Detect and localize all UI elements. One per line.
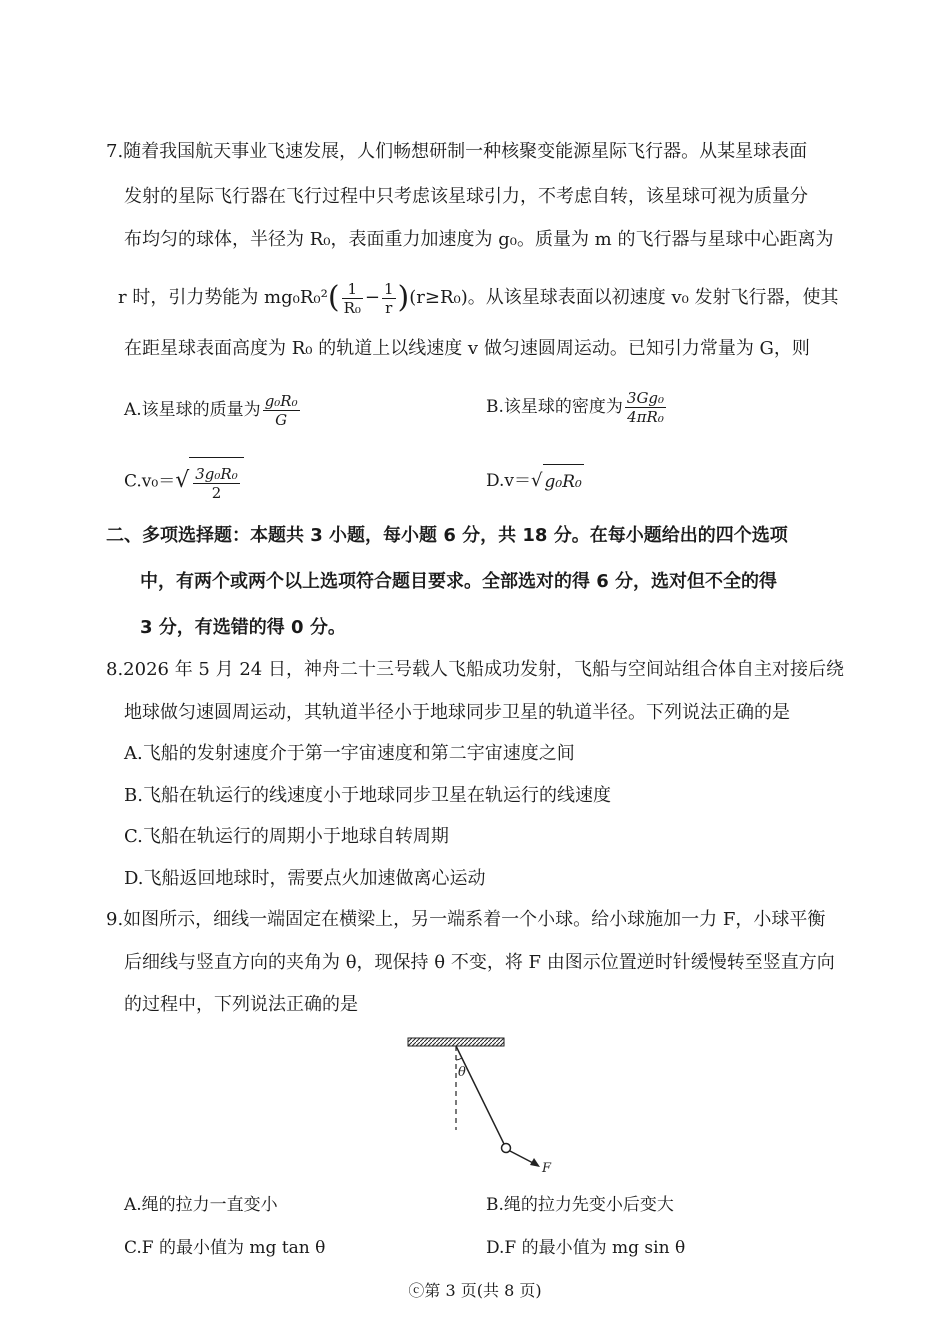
q9-line-3: 的过程中，下列说法正确的是 — [124, 994, 358, 1015]
q7-line-2: 发射的星际飞行器在飞行过程中只考虑该星球引力，不考虑自转，该星球可视为质量分 — [124, 186, 808, 207]
q9-option-a: A.绳的拉力一直变小 — [124, 1195, 278, 1215]
q8-option-c: C.飞船在轨运行的周期小于地球自转周期 — [124, 826, 449, 847]
crossbeam — [408, 1038, 504, 1046]
q7-option-c: C.v₀＝√ $\frac{\text{3g₀R₀}}{2}$ — [124, 456, 244, 506]
q7-line-5: 在距星球表面高度为 R₀ 的轨道上以线速度 v 做匀速圆周运动。已知引力常量为 G，则 — [124, 338, 810, 359]
string — [456, 1046, 506, 1148]
angle-label: θ — [458, 1065, 466, 1080]
q7-line-4: r 时，引力势能为 mg₀R₀²( $\frac{1}{\text{R₀}}$ − $\frac{1}{r}$ )(r≥R₀)。从该星球表面以初速度 v₀ 发射飞行器，使其 — [118, 279, 839, 317]
force-label: F — [542, 1161, 552, 1176]
angle-arc — [456, 1058, 462, 1060]
q9-line-1: 9.如图所示，细线一端固定在横梁上，另一端系着一个小球。给小球施加一力 F，小球平衡 — [106, 909, 826, 930]
q8-line-2: 地球做匀速圆周运动，其轨道半径小于地球同步卫星的轨道半径。下列说法正确的是 — [124, 702, 790, 723]
q7-line4-prefix: r 时，引力势能为 mg₀R₀² — [118, 287, 328, 308]
q7-frac-1: $\frac{1}{\text{R₀}}$ — [343, 279, 361, 317]
q7-option-b: B.该星球的密度为 $\frac{\text{3Gg₀}}{\text{4πR₀}}$ — [486, 389, 665, 426]
section2-line-2: 中，有两个或两个以上选项符合题目要求。全部选对的得 6 分，选对但不全的得 — [140, 571, 778, 592]
q7-option-d: D.v＝√ g₀R₀ — [486, 464, 584, 498]
q8-option-b: B.飞船在轨运行的线速度小于地球同步卫星在轨运行的线速度 — [124, 785, 611, 806]
q9-figure — [400, 1030, 570, 1180]
ball — [502, 1144, 511, 1153]
q9-option-b: B.绳的拉力先变小后变大 — [486, 1195, 674, 1215]
q8-line-1: 8.2026 年 5 月 24 日，神舟二十三号载人飞船成功发射，飞船与空间站组合体自主对接后绕 — [106, 659, 844, 680]
force-arrow-head — [530, 1158, 540, 1167]
q9-line-2: 后细线与竖直方向的夹角为 θ，现保持 θ 不变，将 F 由图示位置逆时针缓慢转至竖直方向 — [124, 952, 835, 973]
q7-minus: − — [364, 287, 380, 308]
section2-line-3: 3 分，有选错的得 0 分。 — [140, 617, 346, 638]
q8-option-d: D.飞船返回地球时，需要点火加速做离心运动 — [124, 868, 486, 889]
q9-option-d: D.F 的最小值为 mg sin θ — [486, 1238, 686, 1258]
q7-line4-suffix: (r≥R₀)。从该星球表面以初速度 v₀ 发射飞行器，使其 — [409, 287, 839, 308]
page-footer: ⓒ第 3 页(共 8 页) — [408, 1281, 542, 1300]
q7-option-a: A.该星球的质量为 $\frac{\text{g₀R₀}}{G}$ — [124, 392, 298, 429]
q9-option-c: C.F 的最小值为 mg tan θ — [124, 1238, 326, 1258]
q7-line-1: 7.随着我国航天事业飞速发展，人们畅想研制一种核聚变能源星际飞行器。从某星球表面 — [106, 141, 808, 162]
q8-option-a: A.飞船的发射速度介于第一宇宙速度和第二宇宙速度之间 — [124, 743, 575, 764]
section2-line-1: 二、多项选择题：本题共 3 小题，每小题 6 分，共 18 分。在每小题给出的四个选项 — [106, 525, 788, 546]
force-arrow — [510, 1151, 535, 1164]
q7-line-3: 布均匀的球体，半径为 R₀，表面重力加速度为 g₀。质量为 m 的飞行器与星球中心距离为 — [124, 229, 834, 250]
q7-frac-2: $\frac{1}{r}$ — [383, 279, 394, 317]
